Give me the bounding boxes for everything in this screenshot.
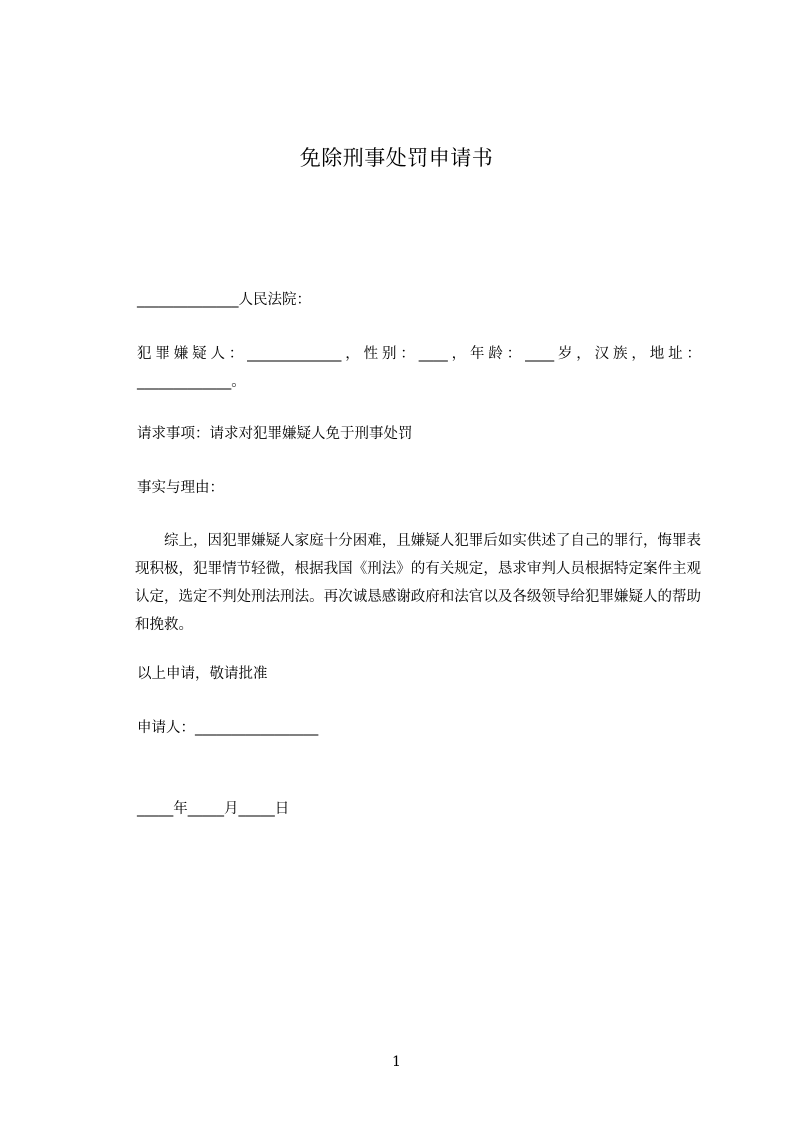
document-title: 免除刑事处罚申请书	[299, 146, 494, 170]
facts-body-paragraph	[135, 527, 701, 639]
date-line: _____年_____月_____日	[137, 801, 290, 817]
applicant-line: 申请人：_________________	[137, 720, 319, 736]
court-addressee-line: ______________人民法院：	[137, 292, 311, 308]
page-number: 1	[392, 1054, 401, 1070]
facts-heading: 事实与理由：	[137, 480, 224, 496]
facts-body-text: 综上，因犯罪嫌疑人家庭十分困难，且嫌疑人犯罪后如实供述了自己的罪行，悔罪表现积极，犯罪情节轻微，根据我国《刑法》的有关规定，恳求审判人员根据特定案件主观认定，选定不判处刑法刑法。再次诚恳感谢政府和法官以及各级领导给犯罪嫌疑人的帮助和挽救。	[135, 533, 701, 633]
suspect-info-paragraph: 犯罪嫌疑人：_____________，性别：____，年龄：____岁，汉族，地址：_____________。	[137, 346, 701, 390]
closing-line: 以上申请，敬请批准	[137, 666, 268, 682]
request-line: 请求事项：请求对犯罪嫌疑人免于刑事处罚	[137, 426, 413, 442]
